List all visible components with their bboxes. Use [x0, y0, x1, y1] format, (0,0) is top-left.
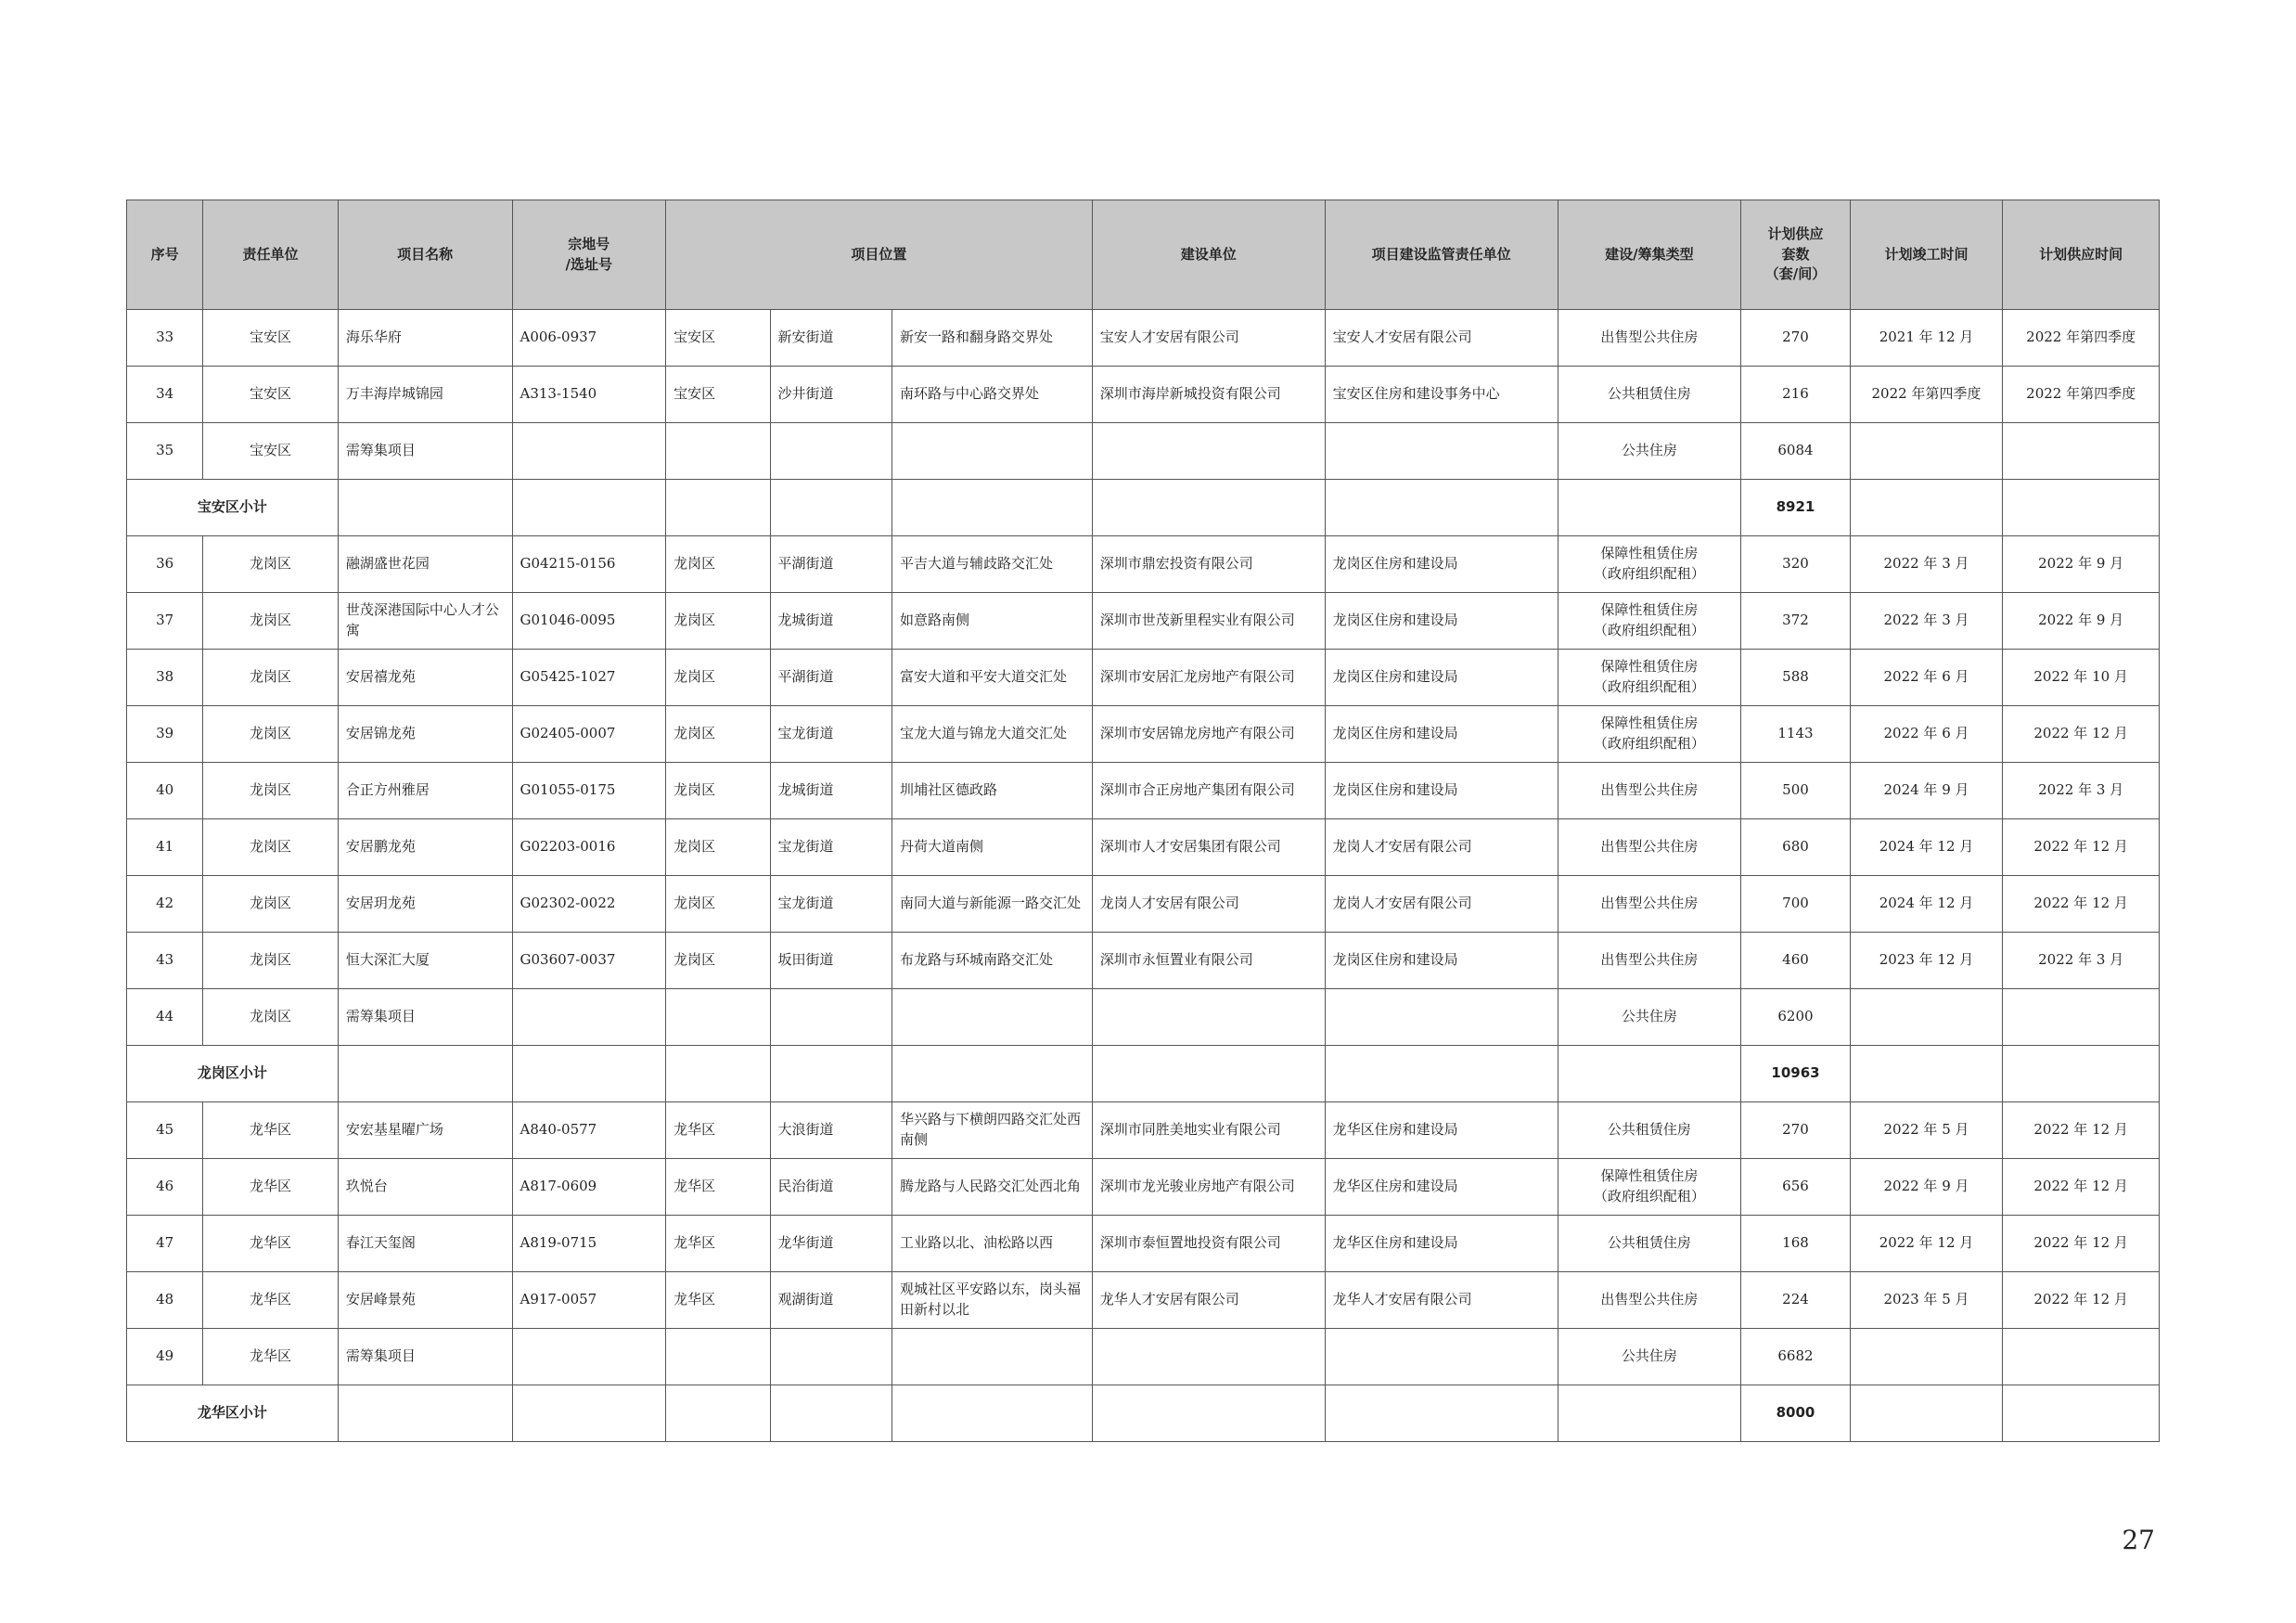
empty-cell	[666, 480, 770, 536]
cell-street: 新安街道	[770, 310, 891, 367]
cell-district: 龙岗区	[666, 650, 770, 706]
cell-street: 平湖街道	[770, 650, 891, 706]
cell-completion: 2024 年 12 月	[1850, 876, 2003, 933]
cell-builder: 深圳市合正房地产集团有限公司	[1092, 763, 1325, 819]
cell-units: 6200	[1741, 989, 1850, 1046]
table-row	[127, 763, 2160, 819]
cell-unit: 龙岗区	[203, 933, 339, 989]
table-row	[127, 367, 2160, 423]
cell-supervisor: 龙华区住房和建设局	[1325, 1216, 1558, 1272]
cell-district	[666, 423, 770, 480]
cell-district	[666, 1329, 770, 1385]
cell-completion: 2023 年 12 月	[1850, 933, 2003, 989]
header-unit: 责任单位	[203, 200, 339, 310]
cell-address: 工业路以北、油松路以西	[891, 1216, 1092, 1272]
cell-builder: 深圳市安居锦龙房地产有限公司	[1092, 706, 1325, 763]
cell-supply: 2022 年 10 月	[2003, 650, 2160, 706]
cell-completion: 2021 年 12 月	[1850, 310, 2003, 367]
cell-unit: 龙岗区	[203, 989, 339, 1046]
empty-cell	[512, 480, 666, 536]
cell-street: 龙华街道	[770, 1216, 891, 1272]
header-name: 项目名称	[338, 200, 512, 310]
cell-address: 如意路南侧	[891, 593, 1092, 650]
cell-unit: 龙岗区	[203, 593, 339, 650]
cell-seq: 43	[127, 933, 203, 989]
cell-supply: 2022 年 12 月	[2003, 876, 2160, 933]
cell-district: 龙岗区	[666, 819, 770, 876]
cell-seq: 41	[127, 819, 203, 876]
cell-type: 保障性租赁住房 （政府组织配租）	[1558, 593, 1741, 650]
cell-type: 出售型公共住房	[1558, 819, 1741, 876]
cell-supply: 2022 年 9 月	[2003, 593, 2160, 650]
cell-type: 出售型公共住房	[1558, 1272, 1741, 1329]
cell-units: 320	[1741, 536, 1850, 593]
cell-street: 大浪街道	[770, 1102, 891, 1159]
cell-name: 玖悦台	[338, 1159, 512, 1216]
header-location: 项目位置	[666, 200, 1093, 310]
cell-parcel: G04215-0156	[512, 536, 666, 593]
cell-units: 372	[1741, 593, 1850, 650]
cell-builder: 深圳市人才安居集团有限公司	[1092, 819, 1325, 876]
cell-address: 腾龙路与人民路交汇处西北角	[891, 1159, 1092, 1216]
cell-supervisor: 龙岗区住房和建设局	[1325, 763, 1558, 819]
cell-address: 南同大道与新能源一路交汇处	[891, 876, 1092, 933]
cell-completion: 2022 年 6 月	[1850, 706, 2003, 763]
cell-unit: 龙岗区	[203, 536, 339, 593]
cell-seq: 40	[127, 763, 203, 819]
cell-district: 龙岗区	[666, 706, 770, 763]
cell-name: 安宏基星曜广场	[338, 1102, 512, 1159]
cell-unit: 龙岗区	[203, 650, 339, 706]
cell-unit: 龙岗区	[203, 706, 339, 763]
cell-parcel: A817-0609	[512, 1159, 666, 1216]
cell-seq: 35	[127, 423, 203, 480]
cell-supervisor: 龙岗人才安居有限公司	[1325, 819, 1558, 876]
cell-street: 龙城街道	[770, 593, 891, 650]
cell-units: 700	[1741, 876, 1850, 933]
cell-district: 龙华区	[666, 1159, 770, 1216]
empty-cell	[666, 1046, 770, 1102]
empty-cell	[338, 1046, 512, 1102]
empty-cell	[1558, 1385, 1741, 1442]
cell-street: 宝龙街道	[770, 876, 891, 933]
table-row	[127, 876, 2160, 933]
header-seq: 序号	[127, 200, 203, 310]
cell-supervisor: 龙华区住房和建设局	[1325, 1159, 1558, 1216]
cell-seq: 49	[127, 1329, 203, 1385]
cell-completion: 2022 年 3 月	[1850, 593, 2003, 650]
cell-parcel: A917-0057	[512, 1272, 666, 1329]
cell-units: 656	[1741, 1159, 1850, 1216]
cell-district: 龙岗区	[666, 876, 770, 933]
header-completion: 计划竣工时间	[1850, 200, 2003, 310]
cell-address: 丹荷大道南侧	[891, 819, 1092, 876]
cell-completion: 2022 年 9 月	[1850, 1159, 2003, 1216]
cell-type: 公共住房	[1558, 1329, 1741, 1385]
cell-street: 民治街道	[770, 1159, 891, 1216]
empty-cell	[1850, 1385, 2003, 1442]
table-row	[127, 593, 2160, 650]
empty-cell	[2003, 1046, 2160, 1102]
cell-seq: 33	[127, 310, 203, 367]
table-body	[127, 310, 2160, 1442]
empty-cell	[338, 1385, 512, 1442]
table-row	[127, 706, 2160, 763]
cell-seq: 44	[127, 989, 203, 1046]
cell-seq: 37	[127, 593, 203, 650]
empty-cell	[1092, 480, 1325, 536]
cell-type: 保障性租赁住房 （政府组织配租）	[1558, 1159, 1741, 1216]
housing-project-table	[126, 200, 2160, 1442]
cell-unit: 龙华区	[203, 1216, 339, 1272]
cell-district: 龙岗区	[666, 536, 770, 593]
cell-name: 安居锦龙苑	[338, 706, 512, 763]
cell-supervisor: 宝安区住房和建设事务中心	[1325, 367, 1558, 423]
cell-units: 588	[1741, 650, 1850, 706]
empty-cell	[2003, 480, 2160, 536]
cell-name: 安居禧龙苑	[338, 650, 512, 706]
empty-cell	[770, 480, 891, 536]
cell-type: 出售型公共住房	[1558, 876, 1741, 933]
cell-parcel: G05425-1027	[512, 650, 666, 706]
page-number: 27	[2122, 1525, 2155, 1555]
cell-parcel: G02405-0007	[512, 706, 666, 763]
cell-name: 安居鹏龙苑	[338, 819, 512, 876]
cell-supervisor: 龙岗区住房和建设局	[1325, 706, 1558, 763]
cell-units: 460	[1741, 933, 1850, 989]
cell-address: 平吉大道与辅歧路交汇处	[891, 536, 1092, 593]
cell-builder	[1092, 989, 1325, 1046]
cell-seq: 38	[127, 650, 203, 706]
cell-parcel: G02203-0016	[512, 819, 666, 876]
cell-district	[666, 989, 770, 1046]
header-builder: 建设单位	[1092, 200, 1325, 310]
cell-seq: 36	[127, 536, 203, 593]
cell-builder: 深圳市同胜美地实业有限公司	[1092, 1102, 1325, 1159]
cell-completion: 2022 年 5 月	[1850, 1102, 2003, 1159]
cell-completion: 2022 年 6 月	[1850, 650, 2003, 706]
cell-parcel: G01055-0175	[512, 763, 666, 819]
cell-supervisor	[1325, 1329, 1558, 1385]
cell-supply: 2022 年 12 月	[2003, 1216, 2160, 1272]
cell-supply: 2022 年第四季度	[2003, 367, 2160, 423]
table-row	[127, 310, 2160, 367]
table-row	[127, 1329, 2160, 1385]
cell-name: 恒大深汇大厦	[338, 933, 512, 989]
cell-seq: 42	[127, 876, 203, 933]
cell-type: 保障性租赁住房 （政府组织配租）	[1558, 706, 1741, 763]
cell-district: 宝安区	[666, 367, 770, 423]
cell-address	[891, 1329, 1092, 1385]
cell-name: 万丰海岸城锦园	[338, 367, 512, 423]
table-row	[127, 1102, 2160, 1159]
cell-name: 需筹集项目	[338, 1329, 512, 1385]
empty-cell	[512, 1046, 666, 1102]
empty-cell	[770, 1385, 891, 1442]
table-row	[127, 1272, 2160, 1329]
cell-units: 270	[1741, 310, 1850, 367]
cell-units: 500	[1741, 763, 1850, 819]
cell-unit: 龙华区	[203, 1102, 339, 1159]
cell-street: 沙井街道	[770, 367, 891, 423]
cell-district: 龙华区	[666, 1216, 770, 1272]
cell-seq: 46	[127, 1159, 203, 1216]
cell-supervisor: 龙岗区住房和建设局	[1325, 650, 1558, 706]
cell-name: 安居峰景苑	[338, 1272, 512, 1329]
cell-address: 南环路与中心路交界处	[891, 367, 1092, 423]
cell-supervisor: 龙岗区住房和建设局	[1325, 933, 1558, 989]
subtotal-label: 龙华区小计	[127, 1385, 339, 1442]
cell-street: 坂田街道	[770, 933, 891, 989]
cell-supply: 2022 年第四季度	[2003, 310, 2160, 367]
empty-cell	[770, 1046, 891, 1102]
cell-name: 需筹集项目	[338, 423, 512, 480]
cell-builder: 深圳市安居汇龙房地产有限公司	[1092, 650, 1325, 706]
cell-builder: 深圳市世茂新里程实业有限公司	[1092, 593, 1325, 650]
cell-district: 宝安区	[666, 310, 770, 367]
empty-cell	[1558, 1046, 1741, 1102]
cell-unit: 龙岗区	[203, 876, 339, 933]
cell-street: 宝龙街道	[770, 706, 891, 763]
empty-cell	[512, 1385, 666, 1442]
empty-cell	[1092, 1385, 1325, 1442]
cell-type: 公共租赁住房	[1558, 1102, 1741, 1159]
cell-name: 融湖盛世花园	[338, 536, 512, 593]
empty-cell	[1325, 1046, 1558, 1102]
cell-supply: 2022 年 12 月	[2003, 1159, 2160, 1216]
cell-supervisor: 龙岗区住房和建设局	[1325, 536, 1558, 593]
header-parcel: 宗地号 /选址号	[512, 200, 666, 310]
cell-supply: 2022 年 9 月	[2003, 536, 2160, 593]
header-supervisor: 项目建设监管责任单位	[1325, 200, 1558, 310]
cell-name: 春江天玺阁	[338, 1216, 512, 1272]
cell-completion: 2024 年 9 月	[1850, 763, 2003, 819]
cell-builder: 深圳市龙光骏业房地产有限公司	[1092, 1159, 1325, 1216]
cell-builder: 深圳市海岸新城投资有限公司	[1092, 367, 1325, 423]
cell-address: 观城社区平安路以东，岗头福田新村以北	[891, 1272, 1092, 1329]
table-row	[127, 1159, 2160, 1216]
cell-parcel	[512, 989, 666, 1046]
cell-completion: 2024 年 12 月	[1850, 819, 2003, 876]
cell-completion	[1850, 989, 2003, 1046]
table-row	[127, 650, 2160, 706]
cell-supply	[2003, 989, 2160, 1046]
cell-builder	[1092, 423, 1325, 480]
cell-builder: 龙华人才安居有限公司	[1092, 1272, 1325, 1329]
cell-completion: 2023 年 5 月	[1850, 1272, 2003, 1329]
cell-address: 宝龙大道与锦龙大道交汇处	[891, 706, 1092, 763]
cell-builder: 深圳市永恒置业有限公司	[1092, 933, 1325, 989]
empty-cell	[2003, 1385, 2160, 1442]
empty-cell	[1325, 1385, 1558, 1442]
cell-type: 保障性租赁住房 （政府组织配租）	[1558, 650, 1741, 706]
cell-supervisor	[1325, 423, 1558, 480]
cell-address: 新安一路和翻身路交界处	[891, 310, 1092, 367]
empty-cell	[891, 1385, 1092, 1442]
empty-cell	[1850, 480, 2003, 536]
cell-completion	[1850, 1329, 2003, 1385]
table-row	[127, 989, 2160, 1046]
cell-supervisor: 龙华人才安居有限公司	[1325, 1272, 1558, 1329]
cell-type: 出售型公共住房	[1558, 763, 1741, 819]
cell-supply	[2003, 1329, 2160, 1385]
subtotal-label: 宝安区小计	[127, 480, 339, 536]
cell-parcel: G01046-0095	[512, 593, 666, 650]
cell-builder: 深圳市鼎宏投资有限公司	[1092, 536, 1325, 593]
cell-address	[891, 989, 1092, 1046]
cell-type: 公共住房	[1558, 989, 1741, 1046]
empty-cell	[1850, 1046, 2003, 1102]
cell-supervisor: 宝安人才安居有限公司	[1325, 310, 1558, 367]
cell-type: 公共租赁住房	[1558, 1216, 1741, 1272]
cell-street: 宝龙街道	[770, 819, 891, 876]
subtotal-row	[127, 1046, 2160, 1102]
header-row	[127, 200, 2160, 310]
cell-supervisor: 龙岗人才安居有限公司	[1325, 876, 1558, 933]
cell-units: 168	[1741, 1216, 1850, 1272]
cell-street: 平湖街道	[770, 536, 891, 593]
cell-parcel: A840-0577	[512, 1102, 666, 1159]
cell-unit: 龙岗区	[203, 763, 339, 819]
cell-builder: 宝安人才安居有限公司	[1092, 310, 1325, 367]
cell-district: 龙岗区	[666, 763, 770, 819]
cell-unit: 龙岗区	[203, 819, 339, 876]
cell-unit: 宝安区	[203, 367, 339, 423]
empty-cell	[338, 480, 512, 536]
cell-district: 龙华区	[666, 1272, 770, 1329]
cell-supply: 2022 年 12 月	[2003, 1102, 2160, 1159]
cell-parcel	[512, 423, 666, 480]
cell-address: 华兴路与下横朗四路交汇处西南侧	[891, 1102, 1092, 1159]
table-row	[127, 423, 2160, 480]
cell-unit: 宝安区	[203, 423, 339, 480]
empty-cell	[1092, 1046, 1325, 1102]
cell-name: 世茂深港国际中心人才公寓	[338, 593, 512, 650]
header-type: 建设/筹集类型	[1558, 200, 1741, 310]
cell-street	[770, 989, 891, 1046]
cell-supply: 2022 年 12 月	[2003, 706, 2160, 763]
table-row	[127, 819, 2160, 876]
cell-unit: 龙华区	[203, 1272, 339, 1329]
cell-unit: 龙华区	[203, 1159, 339, 1216]
cell-units: 216	[1741, 367, 1850, 423]
subtotal-units: 10963	[1741, 1046, 1850, 1102]
empty-cell	[1325, 480, 1558, 536]
cell-supply: 2022 年 3 月	[2003, 933, 2160, 989]
header-supply: 计划供应时间	[2003, 200, 2160, 310]
cell-unit: 龙华区	[203, 1329, 339, 1385]
subtotal-units: 8000	[1741, 1385, 1850, 1442]
cell-supervisor	[1325, 989, 1558, 1046]
cell-street	[770, 1329, 891, 1385]
cell-street: 龙城街道	[770, 763, 891, 819]
cell-units: 6682	[1741, 1329, 1850, 1385]
cell-type: 保障性租赁住房 （政府组织配租）	[1558, 536, 1741, 593]
cell-address: 富安大道和平安大道交汇处	[891, 650, 1092, 706]
cell-builder	[1092, 1329, 1325, 1385]
cell-name: 合正方州雅居	[338, 763, 512, 819]
cell-street	[770, 423, 891, 480]
cell-parcel: A006-0937	[512, 310, 666, 367]
cell-seq: 45	[127, 1102, 203, 1159]
cell-name: 需筹集项目	[338, 989, 512, 1046]
cell-name: 海乐华府	[338, 310, 512, 367]
cell-district: 龙岗区	[666, 933, 770, 989]
cell-type: 公共住房	[1558, 423, 1741, 480]
subtotal-row	[127, 1385, 2160, 1442]
cell-type: 出售型公共住房	[1558, 933, 1741, 989]
cell-address	[891, 423, 1092, 480]
cell-parcel: G02302-0022	[512, 876, 666, 933]
cell-units: 270	[1741, 1102, 1850, 1159]
empty-cell	[891, 1046, 1092, 1102]
cell-builder: 龙岗人才安居有限公司	[1092, 876, 1325, 933]
subtotal-row	[127, 480, 2160, 536]
cell-type: 出售型公共住房	[1558, 310, 1741, 367]
cell-seq: 48	[127, 1272, 203, 1329]
cell-address: 圳埔社区德政路	[891, 763, 1092, 819]
cell-supply: 2022 年 3 月	[2003, 763, 2160, 819]
cell-units: 1143	[1741, 706, 1850, 763]
subtotal-units: 8921	[1741, 480, 1850, 536]
cell-units: 224	[1741, 1272, 1850, 1329]
cell-seq: 34	[127, 367, 203, 423]
empty-cell	[666, 1385, 770, 1442]
cell-district: 龙岗区	[666, 593, 770, 650]
cell-parcel: A313-1540	[512, 367, 666, 423]
cell-district: 龙华区	[666, 1102, 770, 1159]
cell-address: 布龙路与环城南路交汇处	[891, 933, 1092, 989]
cell-seq: 47	[127, 1216, 203, 1272]
cell-parcel: G03607-0037	[512, 933, 666, 989]
cell-street: 观湖街道	[770, 1272, 891, 1329]
cell-supply: 2022 年 12 月	[2003, 819, 2160, 876]
cell-supervisor: 龙华区住房和建设局	[1325, 1102, 1558, 1159]
header-units: 计划供应 套数 （套/间）	[1741, 200, 1850, 310]
table-row	[127, 536, 2160, 593]
cell-supply	[2003, 423, 2160, 480]
table-row	[127, 933, 2160, 989]
cell-completion	[1850, 423, 2003, 480]
cell-units: 6084	[1741, 423, 1850, 480]
empty-cell	[891, 480, 1092, 536]
cell-parcel: A819-0715	[512, 1216, 666, 1272]
cell-completion: 2022 年第四季度	[1850, 367, 2003, 423]
table-row	[127, 1216, 2160, 1272]
cell-completion: 2022 年 3 月	[1850, 536, 2003, 593]
cell-supervisor: 龙岗区住房和建设局	[1325, 593, 1558, 650]
cell-unit: 宝安区	[203, 310, 339, 367]
cell-builder: 深圳市泰恒置地投资有限公司	[1092, 1216, 1325, 1272]
cell-type: 公共租赁住房	[1558, 367, 1741, 423]
cell-parcel	[512, 1329, 666, 1385]
cell-completion: 2022 年 12 月	[1850, 1216, 2003, 1272]
cell-seq: 39	[127, 706, 203, 763]
empty-cell	[1558, 480, 1741, 536]
subtotal-label: 龙岗区小计	[127, 1046, 339, 1102]
cell-supply: 2022 年 12 月	[2003, 1272, 2160, 1329]
cell-name: 安居玥龙苑	[338, 876, 512, 933]
cell-units: 680	[1741, 819, 1850, 876]
